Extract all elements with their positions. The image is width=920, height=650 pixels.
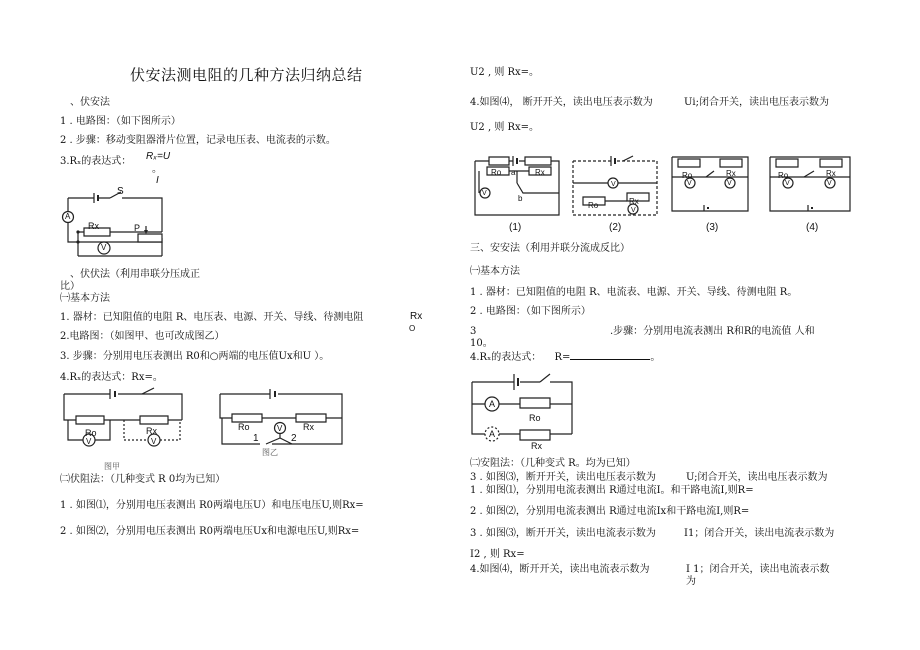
fig2-v-bottom: V — [631, 207, 636, 214]
text-rx-expression-3 — [470, 350, 660, 364]
aa-ro: Ro — [529, 413, 541, 423]
text-rx-side: Rx — [410, 311, 423, 322]
fig3-rx: Rx — [726, 169, 736, 178]
fig1-b: b — [518, 194, 523, 203]
fig4-v2: V — [827, 180, 832, 187]
formula-i: I — [156, 175, 159, 186]
text-ar-fig3-volt-a: 3 . 如图⑶，断开开关，读出电压表示数为 — [470, 472, 656, 483]
fig1-a: a — [511, 168, 516, 177]
figure-label-3: (3) — [706, 222, 719, 233]
answer-blank — [570, 350, 650, 360]
text-rx-expression-1: 3.Rₓ的表达式： — [60, 156, 132, 167]
rx-expression-r: R= — [554, 352, 571, 363]
jia-ro-label: Ro — [85, 428, 97, 438]
section-voltammetry-heading: 、伏安法 — [70, 97, 110, 108]
fig4-rx: Rx — [826, 169, 836, 178]
circuit-diagram-jia — [62, 388, 184, 450]
text-ar-fig3-volt-b: U;闭合开关，读出电压表示数为 — [686, 472, 828, 483]
formula-dot: 。 — [152, 164, 162, 175]
text-vr-item-1: 1 . 如图⑴，分别用电压表测出 R0两端电压U）和电压电压U,则Rx= — [60, 500, 364, 511]
fig2-v-top: V — [611, 181, 616, 188]
text-ar-item-4-a: 4.如图⑷，断开开关，读出电流表示数为 — [470, 564, 650, 575]
yi-rx-label: Rx — [303, 422, 314, 432]
yi-ro-label: Ro — [238, 422, 250, 432]
page-title: 伏安法测电阻的几种方法归纳总结 — [130, 66, 363, 84]
text-ar-item-3-b: I1；闭合开关，读出电流表示数为 — [684, 528, 835, 539]
fig1-rx: Rx — [535, 168, 545, 177]
section-aa-heading: 三、安安法（利用并联分流成反比） — [470, 243, 630, 254]
text-ar-item-4-b: I 1；闭合开关，读出电流表示数 — [686, 564, 830, 575]
caption-yi: 图乙 — [262, 448, 278, 457]
text-ar-item-1: 1 . 如图⑴，分别用电流表测出 R通过电流I。和干路电流I,则R= — [470, 485, 754, 496]
text-ar-item-3-a: 3 . 如图⑶，断开开关，读出电流表示数为 — [470, 528, 656, 539]
text-circuit-diagram-3: 2 . 电路图：（如下图所示） — [470, 306, 591, 317]
aa-rx: Rx — [531, 441, 542, 451]
circuit-diagram-yi — [218, 388, 344, 448]
figure-label-4: (4) — [806, 222, 819, 233]
jia-v1-label: V — [86, 437, 92, 446]
text-ar-item-4-c: 为 — [686, 576, 696, 587]
rx-expression-end: 。 — [650, 352, 661, 363]
text-step-2: 3. 步骤：分别用电压表测出 R0和○两端的电压值Ux和U ）。 — [60, 351, 330, 362]
fig2-ro: Ro — [588, 201, 599, 210]
rx-expression-label: 4.Rₓ的表达式： — [470, 352, 542, 363]
basic-method-heading-1: ㈠基本方法 — [60, 293, 110, 304]
formula-rx: Rₓ=U — [146, 151, 171, 162]
text-ar-item-2: 2 . 如图⑵，分别用电流表测出 R通过电流Ix和干路电流I,则R= — [470, 506, 750, 517]
text-vr-item-2: 2 . 如图⑵，分别用电压表测出 R0两端电压Ux和电源电压U,则Rx= — [60, 526, 360, 537]
text-r-fig4-a: 4.如图⑷， 断开开关，读出电压表示数为 — [470, 97, 653, 108]
text-step-3: .步骤：分别用电流表测出 R和R的电流值 人和 — [610, 326, 815, 337]
fig3-ro: Ro — [682, 171, 693, 180]
figure-label-1: (1) — [509, 222, 522, 233]
text-ar-i2: I2 , 则 Rx= — [470, 549, 525, 560]
switch-s-label: S — [117, 186, 124, 197]
aa-ammeter-1: A — [489, 399, 496, 409]
yi-v-label: V — [277, 424, 283, 433]
fig4-v1: V — [785, 180, 790, 187]
slider-p-label: P — [134, 223, 141, 233]
section-vv-heading-cont: 比） — [60, 281, 80, 292]
circuit-figure-4 — [768, 153, 852, 215]
jia-rx-label: Rx — [146, 426, 157, 436]
circuit-figure-1 — [473, 153, 561, 219]
text-step-1: 2 . 步骤：移动变阻器滑片位置，记录电压表、电流表的示数。 — [60, 135, 336, 146]
text-equipment-2: 1 . 器材：已知阻值的电阻 R、电流表、电源、开关、导线、待测电阻 R。 — [470, 287, 798, 298]
figure-label-2: (2) — [609, 222, 622, 233]
section-volt-resistance-heading: ㈡伏阻法：（几种变式 R 0均为已知） — [60, 474, 226, 485]
text-equipment-1: 1. 器材：已知阻值的电阻 R、电压表、电源、开关、导线、待测电阻 — [60, 312, 364, 323]
fig1-v: V — [482, 190, 487, 197]
text-step-3-num: 3 — [470, 326, 477, 337]
fig1-ro: Ro — [491, 168, 502, 177]
section-vv-heading: 、伏伏法（利用串联分压成正 — [70, 269, 200, 280]
yi-point-1: 1 — [253, 433, 259, 444]
voltmeter-v-label: V — [101, 243, 107, 252]
fig3-v2: V — [727, 180, 732, 187]
text-circuit-diagram-1: 1 . 电路图：（如下图所示） — [60, 116, 181, 127]
text-r-fig4-b: Ui;闭合开关，读出电压表示数为 — [684, 97, 829, 108]
rx-label-c1: Rx — [88, 221, 99, 231]
text-r-u2-1: U2 , 则 Rx=。 — [470, 67, 540, 78]
ammeter-a-label: A — [65, 212, 71, 221]
text-o-side: O — [409, 324, 416, 333]
jia-v2-label: V — [151, 437, 157, 446]
text-rx-expression-2: 4.Rₓ的表达式：Rx=。 — [60, 372, 163, 383]
fig3-v1: V — [687, 180, 692, 187]
fig2-rx: Rx — [629, 197, 639, 206]
aa-ammeter-2: A — [489, 429, 496, 439]
circuit-diagram-ammeter — [470, 370, 574, 452]
basic-method-heading-2: ㈠基本方法 — [470, 266, 520, 277]
section-amp-resistance-heading: ㈡安阻法：（几种变式 R。均为已知） — [470, 458, 636, 469]
fig4-ro: Ro — [778, 171, 789, 180]
circuit-diagram-voltammetry — [58, 186, 170, 258]
circuit-figure-3 — [670, 153, 750, 215]
text-circuit-diagram-2: 2.电路图：（如图甲、也可改成图乙） — [60, 331, 225, 342]
text-r-u2-2: U2 , 则 Rx=。 — [470, 122, 540, 133]
text-step-3-cont: 10。 — [470, 338, 493, 349]
yi-point-2: 2 — [291, 433, 297, 444]
caption-jia: 图甲 — [104, 462, 120, 471]
